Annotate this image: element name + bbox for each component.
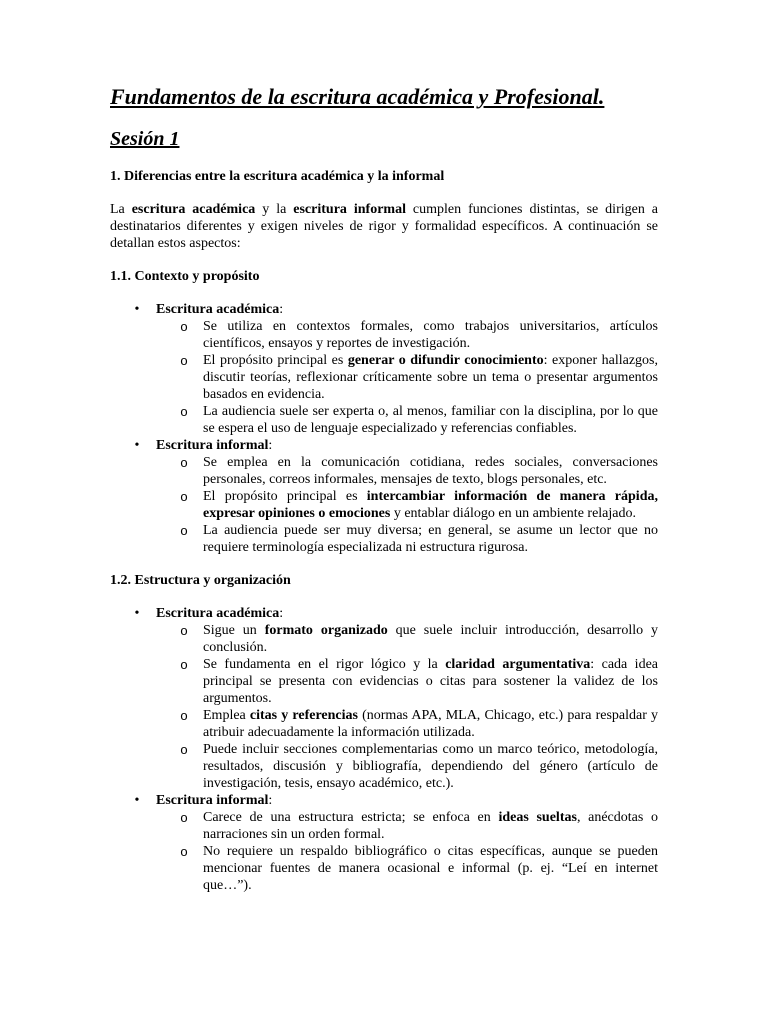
bullet-marker: • [134,302,140,317]
sub-bullet-marker: o [180,455,188,470]
list-item-academic [110,605,658,792]
section-1-heading: 1. Diferencias entre la escritura académica y la informal [110,169,445,184]
intro-text: La [110,202,132,217]
sub-item-bold: formato organizado [264,623,388,638]
sub-list [156,809,658,894]
sub-item-text: que suele incluir introducción, desarrollo y conclusión. [203,623,659,655]
intro-text: y la [255,202,294,217]
sub-bullet-marker: o [180,844,188,859]
category-label: Escritura informal [156,438,269,453]
sub-bullet-marker: o [180,742,188,757]
sub-item-text: El propósito principal es [203,353,348,368]
sub-item-text: : cada idea principal se presenta con evidencias o citas para sostener la validez de los argumentos. [203,657,658,706]
list-item-academic [110,301,658,437]
list-item-informal [110,437,658,556]
sub-bullet-marker: o [180,708,188,723]
sub-bullet-marker: o [180,623,188,638]
sub-bullet-marker: o [180,319,188,334]
sub-item-text: y entablar diálogo en un ambiente relajado. [390,506,636,521]
category-label: Escritura académica [156,606,280,621]
label-colon: : [268,793,273,808]
sub-list [156,318,658,437]
category-label: Escritura académica [156,302,280,317]
sub-list-item [156,522,658,556]
sub-item-text: : exponer hallazgos, discutir teorías, reflexionar críticamente sobre un tema o presentar argumentos basados en evidencia. [203,353,658,402]
sub-item-text: La audiencia puede ser muy diversa; en general, se asume un lector que no requiere terminología especializada ni estructura rigurosa. [203,523,658,555]
intro-text: cumplen funciones distintas, se dirigen a destinatarios diferentes y exigen niveles de rigor y formalidad específicos. A continuación se detallan estos aspectos: [110,202,659,251]
sub-item-text: Puede incluir secciones complementarias como un marco teórico, metodología, resultados, discusión y bibliografía, dependiendo del género (artículo de investigación, tesis, ensayo académico, etc.). [203,742,658,791]
sub-item-text: , anécdotas o narraciones sin un orden formal. [203,810,659,842]
sub-item-text: Se fundamenta en el rigor lógico y la [203,657,446,672]
sub-list-item [156,656,658,707]
section-1-intro [110,201,658,252]
label-colon: : [268,438,273,453]
sub-item-bold: intercambiar información de manera rápida, expresar opiniones o emociones [203,489,658,521]
section-1-1-heading: 1.1. Contexto y propósito [110,269,260,284]
sub-item-bold: claridad argumentativa [445,657,591,672]
sub-item-bold: ideas sueltas [498,810,577,825]
sub-item-text: La audiencia suele ser experta o, al menos, familiar con la disciplina, por lo que se espera el uso de lenguaje especializado y referencias confiables. [203,404,658,436]
sub-list-item [156,707,658,741]
sub-item-text: Carece de una estructura estricta; se enfoca en [203,810,499,825]
sub-item-text: Se utiliza en contextos formales, como trabajos universitarios, artículos científicos, ensayos y reportes de investigación. [203,319,658,351]
bullet-marker: • [134,793,140,808]
sub-item-text: No requiere un respaldo bibliográfico o citas específicas, aunque se pueden mencionar fuentes de manera ocasional e informal (p. ej. “Leí en internet que…”). [203,844,658,893]
sub-list-item [156,622,658,656]
sub-list-item [156,403,658,437]
section-1-2-heading: 1.2. Estructura y organización [110,573,291,588]
sub-list-item [156,488,658,522]
sub-bullet-marker: o [180,404,188,419]
sub-list [156,622,658,792]
sub-item-text: El propósito principal es [203,489,367,504]
structure-organization-list [110,605,658,894]
session-title: Sesión 1 [110,128,180,150]
sub-list [156,454,658,556]
bullet-marker: • [134,606,140,621]
sub-bullet-marker: o [180,810,188,825]
sub-bullet-marker: o [180,523,188,538]
sub-item-text: Emplea [203,708,250,723]
sub-item-bold: citas y referencias [249,708,358,723]
sub-bullet-marker: o [180,657,188,672]
label-colon: : [279,606,284,621]
sub-item-text: (normas APA, MLA, Chicago, etc.) para respaldar y atribuir adecuadamente la información utilizada. [203,708,659,740]
label-colon: : [279,302,284,317]
sub-list-item [156,454,658,488]
intro-bold-term: escritura académica [131,202,256,217]
list-item-informal [110,792,658,894]
bullet-marker: • [134,438,140,453]
sub-item-bold: generar o difundir conocimiento [347,353,544,368]
category-label: Escritura informal [156,793,269,808]
sub-list-item [156,318,658,352]
context-purpose-list [110,301,658,556]
sub-list-item [156,809,658,843]
sub-list-item [156,741,658,792]
document-title: Fundamentos de la escritura académica y Profesional. [110,84,605,109]
sub-list-item [156,352,658,403]
sub-item-text: Sigue un [203,623,265,638]
sub-bullet-marker: o [180,353,188,368]
sub-item-text: Se emplea en la comunicación cotidiana, redes sociales, conversaciones personales, correos informales, mensajes de texto, blogs personales, etc. [203,455,658,487]
sub-list-item [156,843,658,894]
intro-bold-term: escritura informal [293,202,406,217]
sub-bullet-marker: o [180,489,188,504]
